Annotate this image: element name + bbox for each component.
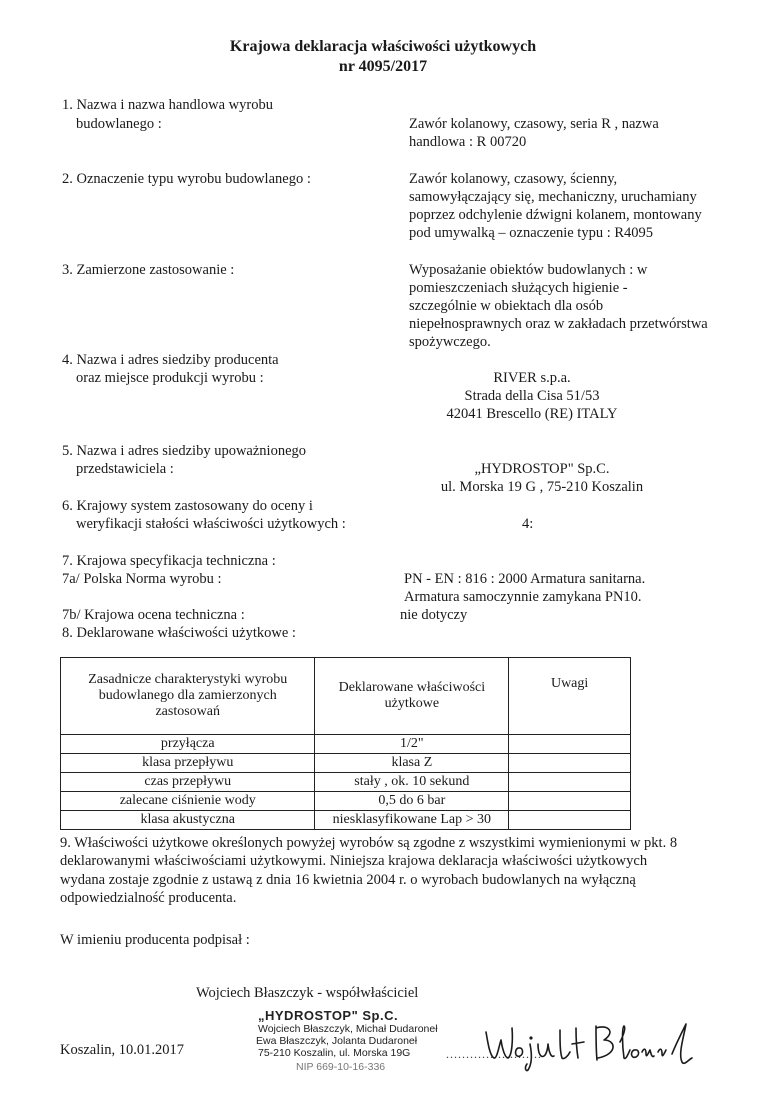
table-cell: stały , ok. 10 sekund bbox=[315, 773, 509, 792]
item-7a-label: 7a/ Polska Norma wyrobu : bbox=[62, 571, 222, 587]
item-3-value-l5: spożywczego. bbox=[409, 334, 491, 350]
compliance-paragraph-l1: 9. Właściwości użytkowe określonych powyżej wyrobów są zgodne z wszystkimi wymienionymi w pkt. 8 bbox=[60, 835, 678, 851]
table-row bbox=[61, 735, 631, 754]
table-row bbox=[61, 792, 631, 811]
item-8-label: 8. Deklarowane właściwości użytkowe : bbox=[62, 625, 296, 641]
item-1-label: 1. Nazwa i nazwa handlowa wyrobu bbox=[62, 97, 273, 113]
document-number: nr 4095/2017 bbox=[338, 58, 428, 75]
compliance-paragraph-l3: wydana zostaje zgodnie z ustawą z dnia 16 kwietnia 2004 r. o wyrobach budowlanych na wyłączną bbox=[60, 872, 636, 888]
item-4-label-cont: oraz miejsce produkcji wyrobu : bbox=[76, 370, 264, 386]
item-2-value-l4: pod umywalką – oznaczenie typu : R4095 bbox=[409, 225, 654, 241]
stamp-owners-1: Wojciech Błaszczyk, Michał Dudaroneł bbox=[258, 1023, 438, 1035]
table-cell bbox=[509, 735, 631, 754]
table-cell bbox=[509, 773, 631, 792]
header-declared-properties: Deklarowane właściwości użytkowe bbox=[315, 658, 509, 735]
item-7b-value: nie dotyczy bbox=[400, 607, 468, 623]
item-1-value: Zawór kolanowy, czasowy, seria R , nazwa bbox=[409, 116, 659, 132]
item-5-label: 5. Nazwa i adres siedziby upoważnionego bbox=[62, 443, 307, 459]
signer-name: Wojciech Błaszczyk - współwłaściciel bbox=[196, 985, 419, 1001]
stamp-address: 75-210 Koszalin, ul. Morska 19G bbox=[258, 1047, 411, 1059]
table-cell: klasa przepływu bbox=[61, 754, 315, 773]
item-6-label: 6. Krajowy system zastosowany do oceny i bbox=[62, 498, 313, 514]
table-cell bbox=[509, 811, 631, 830]
place-and-date: Koszalin, 10.01.2017 bbox=[60, 1042, 185, 1058]
item-7a-value-l2: Armatura samoczynnie zamykana PN10. bbox=[404, 589, 642, 605]
stamp-nip: NIP 669-10-16-336 bbox=[296, 1061, 386, 1073]
item-5-label-cont: przedstawiciela : bbox=[76, 461, 174, 477]
table-cell: klasa akustyczna bbox=[61, 811, 315, 830]
table-row bbox=[61, 773, 631, 792]
item-3-value-l4: niepełnosprawnych oraz w zakładach przetwórstwa bbox=[409, 316, 708, 332]
signed-by-label: W imieniu producenta podpisał : bbox=[60, 932, 250, 948]
item-6-label-cont: weryfikacji stałości właściwości użytkowych : bbox=[76, 516, 346, 532]
item-7b-label: 7b/ Krajowa ocena techniczna : bbox=[62, 607, 245, 623]
item-4-label: 4. Nazwa i adres siedziby producenta bbox=[62, 352, 279, 368]
producer-city: 42041 Brescello (RE) ITALY bbox=[446, 406, 618, 422]
assessment-system-value: 4: bbox=[522, 516, 534, 532]
producer-street: Strada della Cisa 51/53 bbox=[464, 388, 600, 404]
representative-address: ul. Morska 19 G , 75-210 Koszalin bbox=[440, 479, 644, 495]
table-cell: czas przepływu bbox=[61, 773, 315, 792]
header-characteristics: Zasadnicze charakterystyki wyrobu budowlanego dla zamierzonych zastosowań bbox=[61, 658, 315, 735]
table-cell: 0,5 do 6 bar bbox=[315, 792, 509, 811]
item-1-label-cont: budowlanego : bbox=[76, 116, 162, 132]
table-cell: przyłącza bbox=[61, 735, 315, 754]
table-cell: 1/2" bbox=[315, 735, 509, 754]
table-row bbox=[61, 754, 631, 773]
table-cell: klasa Z bbox=[315, 754, 509, 773]
item-3-value-l2: pomieszczeniach służących higienie - bbox=[409, 280, 628, 296]
table-cell bbox=[509, 792, 631, 811]
table-cell: zalecane ciśnienie wody bbox=[61, 792, 315, 811]
item-2-label: 2. Oznaczenie typu wyrobu budowlanego : bbox=[62, 171, 311, 187]
compliance-paragraph-l4: odpowiedzialność producenta. bbox=[60, 890, 237, 906]
stamp-company-name: „HYDROSTOP" Sp.C. bbox=[258, 1008, 399, 1023]
item-2-value-l1: Zawór kolanowy, czasowy, ścienny, bbox=[409, 171, 618, 187]
producer-name: RIVER s.p.a. bbox=[493, 370, 571, 386]
item-3-label: 3. Zamierzone zastosowanie : bbox=[62, 262, 235, 278]
item-2-value-l3: poprzez odchylenie dźwigni kolanem, montowany bbox=[409, 207, 702, 223]
table-cell bbox=[509, 754, 631, 773]
item-7a-value-l1: PN - EN : 816 : 2000 Armatura sanitarna. bbox=[404, 571, 646, 587]
declared-properties-table bbox=[60, 657, 631, 830]
item-3-value-l3: szczególnie w obiektach dla osób bbox=[409, 298, 604, 314]
item-7-label: 7. Krajowa specyfikacja techniczna : bbox=[62, 553, 276, 569]
stamp-owners-2: Ewa Błaszczyk, Jolanta Dudaroneł bbox=[256, 1035, 418, 1047]
table-row bbox=[61, 811, 631, 830]
header-remarks: Uwagi bbox=[509, 658, 631, 735]
table-cell: niesklasyfikowane Lap > 30 bbox=[315, 811, 509, 830]
signature-line: ........................ bbox=[446, 1047, 542, 1061]
table-header-row bbox=[61, 658, 631, 735]
item-3-value-l1: Wyposażanie obiektów budowlanych : w bbox=[409, 262, 648, 278]
representative-name: „HYDROSTOP" Sp.C. bbox=[474, 461, 610, 477]
compliance-paragraph-l2: deklarowanymi właściwościami użytkowymi. Niniejsza krajowa deklaracja właściwości użytkowych bbox=[60, 853, 648, 869]
item-1-value-cont: handlowa : R 00720 bbox=[409, 134, 527, 150]
document-title: Krajowa deklaracja właściwości użytkowych bbox=[229, 38, 537, 55]
handwritten-signature bbox=[478, 1014, 698, 1074]
item-2-value-l2: samowyłączający się, mechaniczny, uruchamiany bbox=[409, 189, 697, 205]
